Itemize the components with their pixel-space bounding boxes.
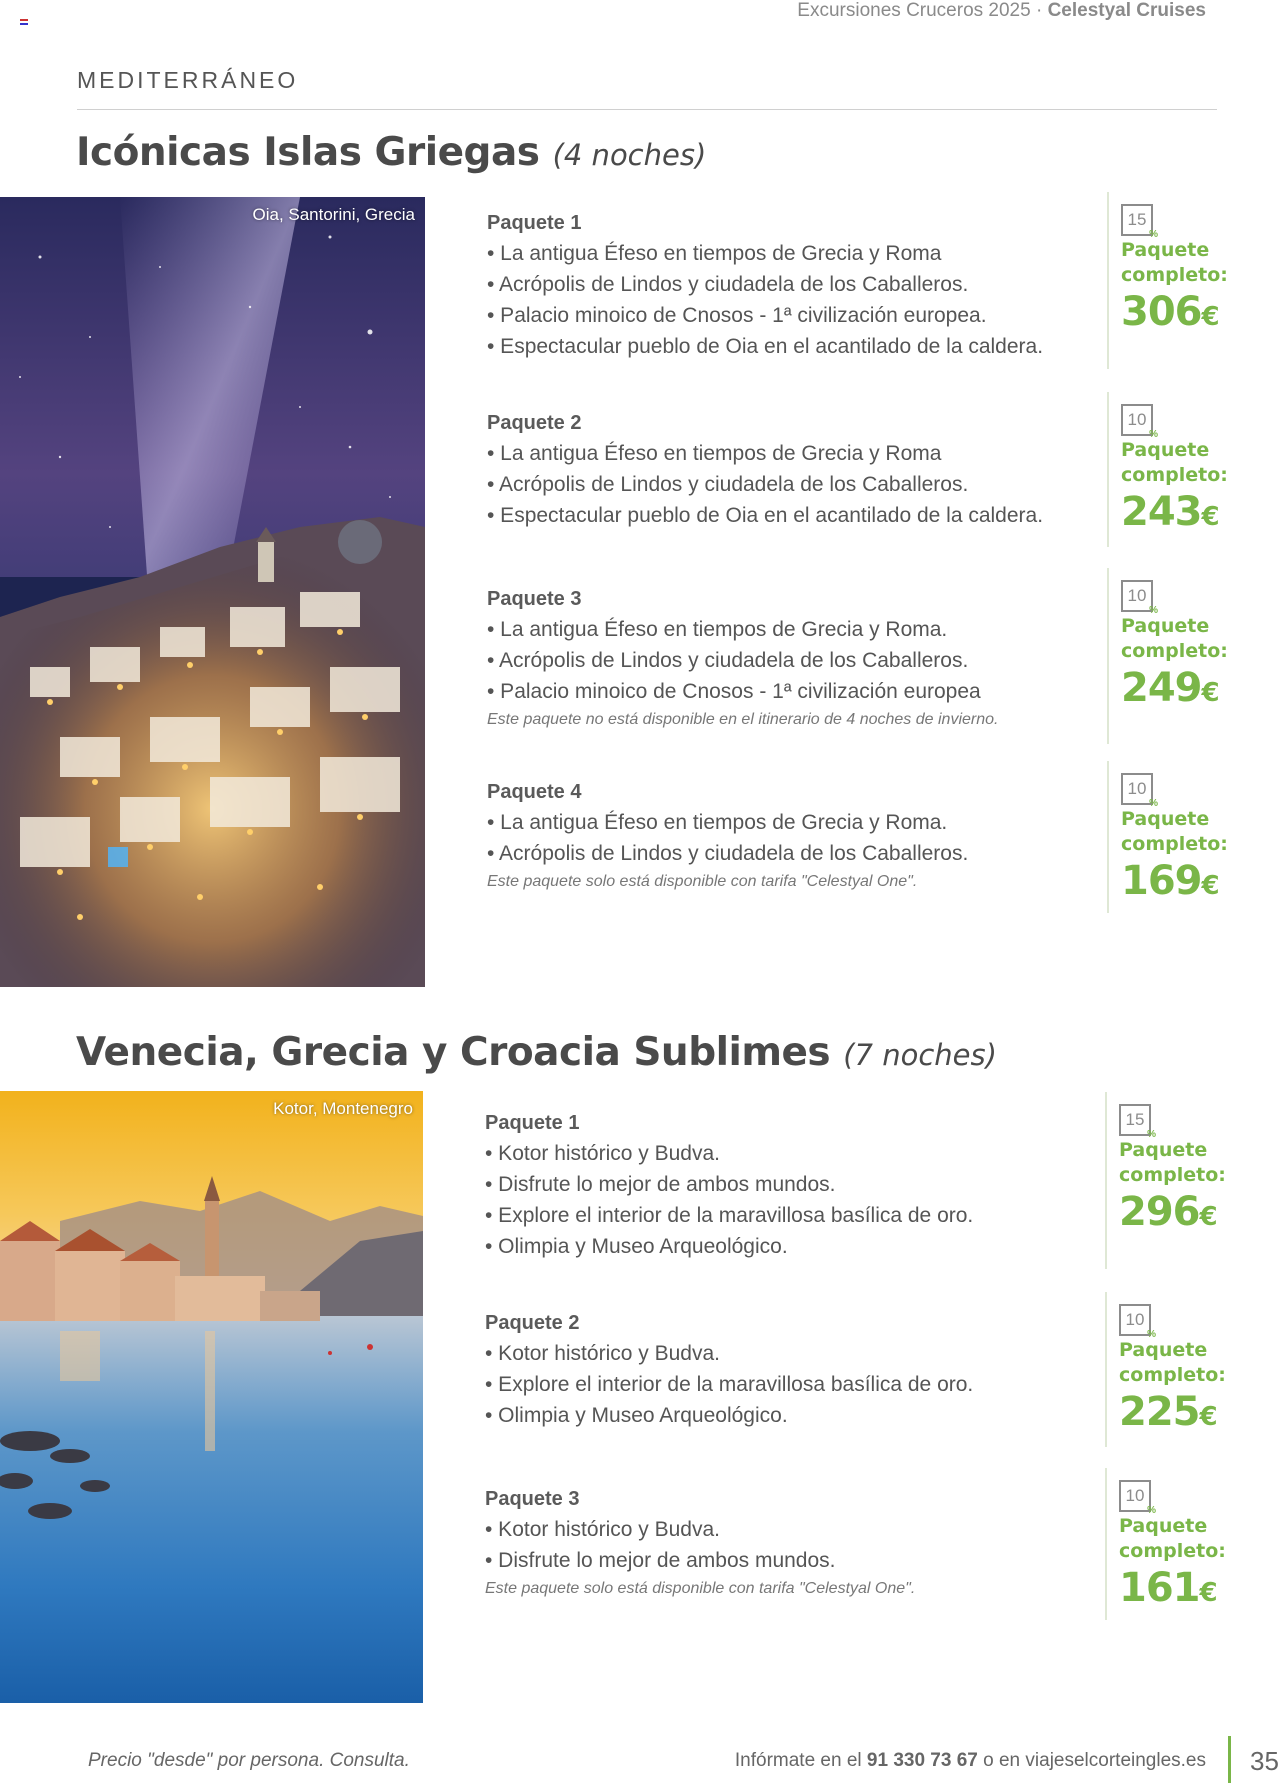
percent-icon: % (1149, 229, 1158, 240)
price-amount: 225 (1119, 1389, 1200, 1435)
package-block (487, 777, 1127, 895)
package-item: • La antigua Éfeso en tiempos de Grecia y Roma. (487, 618, 948, 641)
price-box (1105, 1292, 1235, 1447)
price-box (1107, 761, 1237, 913)
price-label: Paquete completo: (1119, 1515, 1226, 1562)
package-block (485, 1108, 1125, 1262)
price-label: Paquete completo: (1121, 808, 1228, 855)
price-box (1107, 568, 1237, 744)
price-box (1105, 1092, 1235, 1269)
price-amount: 169 (1121, 858, 1202, 904)
footer-disclaimer: Precio "desde" por persona. Consulta. (88, 1750, 410, 1771)
package-item: • La antigua Éfeso en tiempos de Grecia y Roma (487, 442, 942, 465)
santorini-photo (0, 197, 425, 987)
price-label: Paquete completo: (1121, 239, 1228, 286)
currency-symbol: € (1199, 1578, 1218, 1608)
discount-value: 10 (1127, 410, 1147, 429)
website-link[interactable]: viajeselcorteingles.es (1025, 1750, 1206, 1771)
price-label: Paquete completo: (1121, 439, 1228, 486)
package-title: Paquete 4 (487, 781, 582, 803)
discount-badge (1121, 204, 1158, 240)
package-title: Paquete 3 (487, 588, 582, 610)
package-block (485, 1308, 1125, 1431)
package-item: • Explore el interior de la maravillosa basílica de oro. (485, 1204, 974, 1227)
discount-value: 10 (1125, 1486, 1145, 1505)
package-title: Paquete 2 (487, 412, 582, 434)
currency-symbol: € (1199, 1202, 1218, 1232)
discount-value: 10 (1125, 1310, 1145, 1329)
price-value (1121, 664, 1237, 717)
price-value (1119, 1188, 1235, 1241)
discount-value: 15 (1125, 1110, 1145, 1129)
price-amount: 306 (1121, 289, 1202, 335)
percent-icon: % (1149, 605, 1158, 616)
package-item: • Kotor histórico y Budva. (485, 1518, 720, 1541)
package-item: • Kotor histórico y Budva. (485, 1342, 720, 1365)
package-block (485, 1484, 1125, 1602)
price-label: Paquete completo: (1119, 1339, 1226, 1386)
package-item: • Disfrute lo mejor de ambos mundos. (485, 1173, 836, 1196)
package-item: • Olimpia y Museo Arqueológico. (485, 1404, 788, 1427)
section-divider (77, 109, 1217, 110)
package-item: • La antigua Éfeso en tiempos de Grecia y Roma. (487, 811, 948, 834)
package-title: Paquete 2 (485, 1312, 580, 1334)
page-number: 35 (1250, 1746, 1279, 1776)
percent-icon: % (1149, 429, 1158, 440)
price-label: Paquete completo: (1121, 615, 1228, 662)
flag-icon (20, 19, 28, 25)
price-value (1121, 488, 1237, 541)
price-box (1107, 392, 1237, 547)
package-item: • Kotor histórico y Budva. (485, 1142, 720, 1165)
price-box (1107, 192, 1237, 369)
package-item: • Acrópolis de Lindos y ciudadela de los Caballeros. (487, 649, 969, 672)
photo-caption: Kotor, Montenegro (273, 1099, 413, 1118)
price-label: Paquete completo: (1119, 1139, 1226, 1186)
discount-value: 15 (1127, 210, 1147, 229)
price-value (1119, 1564, 1235, 1617)
package-note: Este paquete solo está disponible con tarifa "Celestyal One". (487, 873, 918, 890)
header-separator: · (1035, 0, 1043, 21)
contact-prefix: Infórmate en el (734, 1750, 862, 1771)
trip-title (76, 1030, 997, 1075)
package-block (487, 208, 1127, 362)
price-amount: 243 (1121, 489, 1202, 535)
footer-accent-bar (1228, 1736, 1231, 1783)
percent-icon: % (1149, 798, 1158, 809)
package-item: • Disfrute lo mejor de ambos mundos. (485, 1549, 836, 1572)
footer-contact (735, 1750, 1206, 1772)
package-title: Paquete 3 (485, 1488, 580, 1510)
discount-value: 10 (1127, 586, 1147, 605)
price-box (1105, 1468, 1235, 1620)
price-amount: 161 (1119, 1565, 1200, 1611)
package-title: Paquete 1 (487, 212, 582, 234)
discount-value: 10 (1127, 779, 1147, 798)
package-block (487, 584, 1127, 733)
currency-symbol: € (1201, 871, 1220, 901)
discount-badge (1119, 1480, 1156, 1516)
package-item: • Acrópolis de Lindos y ciudadela de los Caballeros. (487, 273, 969, 296)
discount-badge (1119, 1104, 1156, 1140)
discount-badge (1121, 404, 1158, 440)
brand-name: Celestyal Cruises (1047, 0, 1206, 21)
photo-caption: Oia, Santorini, Grecia (252, 205, 415, 224)
package-item: • Palacio minoico de Cnosos - 1ª civilización europea (487, 680, 981, 703)
header-catalog-title (797, 0, 1206, 22)
package-item: • Explore el interior de la maravillosa basílica de oro. (485, 1373, 974, 1396)
percent-icon: % (1147, 1129, 1156, 1140)
currency-symbol: € (1201, 502, 1220, 532)
currency-symbol: € (1199, 1402, 1218, 1432)
package-item: • Espectacular pueblo de Oia en el acantilado de la caldera. (487, 504, 1044, 527)
trip-nights: (4 noches) (552, 138, 707, 172)
currency-symbol: € (1201, 302, 1220, 332)
package-item: • La antigua Éfeso en tiempos de Grecia y Roma (487, 242, 942, 265)
percent-icon: % (1147, 1505, 1156, 1516)
package-title: Paquete 1 (485, 1112, 580, 1134)
package-item: • Olimpia y Museo Arqueológico. (485, 1235, 788, 1258)
package-item: • Espectacular pueblo de Oia en el acantilado de la caldera. (487, 335, 1044, 358)
phone-number[interactable]: 91 330 73 67 (866, 1750, 978, 1771)
package-note: Este paquete solo está disponible con tarifa "Celestyal One". (485, 1580, 916, 1597)
trip-title (76, 130, 706, 175)
price-amount: 249 (1121, 665, 1202, 711)
package-block (487, 408, 1127, 531)
price-value (1119, 1388, 1235, 1441)
package-item: • Palacio minoico de Cnosos - 1ª civilización europea. (487, 304, 987, 327)
contact-middle: o en (983, 1750, 1021, 1771)
price-value (1121, 288, 1237, 341)
section-label: MEDITERRÁNEO (77, 67, 299, 93)
discount-badge (1119, 1304, 1156, 1340)
trip-title-text: Venecia, Grecia y Croacia Sublimes (76, 1030, 831, 1075)
percent-icon: % (1147, 1329, 1156, 1340)
discount-badge (1121, 580, 1158, 616)
price-value (1121, 857, 1237, 910)
trip-title-text: Icónicas Islas Griegas (76, 130, 540, 175)
price-amount: 296 (1119, 1189, 1200, 1235)
trip-nights: (7 noches) (843, 1038, 997, 1072)
package-note: Este paquete no está disponible en el itinerario de 4 noches de invierno. (487, 711, 999, 728)
currency-symbol: € (1201, 678, 1220, 708)
package-item: • Acrópolis de Lindos y ciudadela de los Caballeros. (487, 842, 969, 865)
package-item: • Acrópolis de Lindos y ciudadela de los Caballeros. (487, 473, 969, 496)
catalog-name: Excursiones Cruceros 2025 (797, 0, 1031, 21)
discount-badge (1121, 773, 1158, 809)
kotor-photo (0, 1091, 423, 1703)
